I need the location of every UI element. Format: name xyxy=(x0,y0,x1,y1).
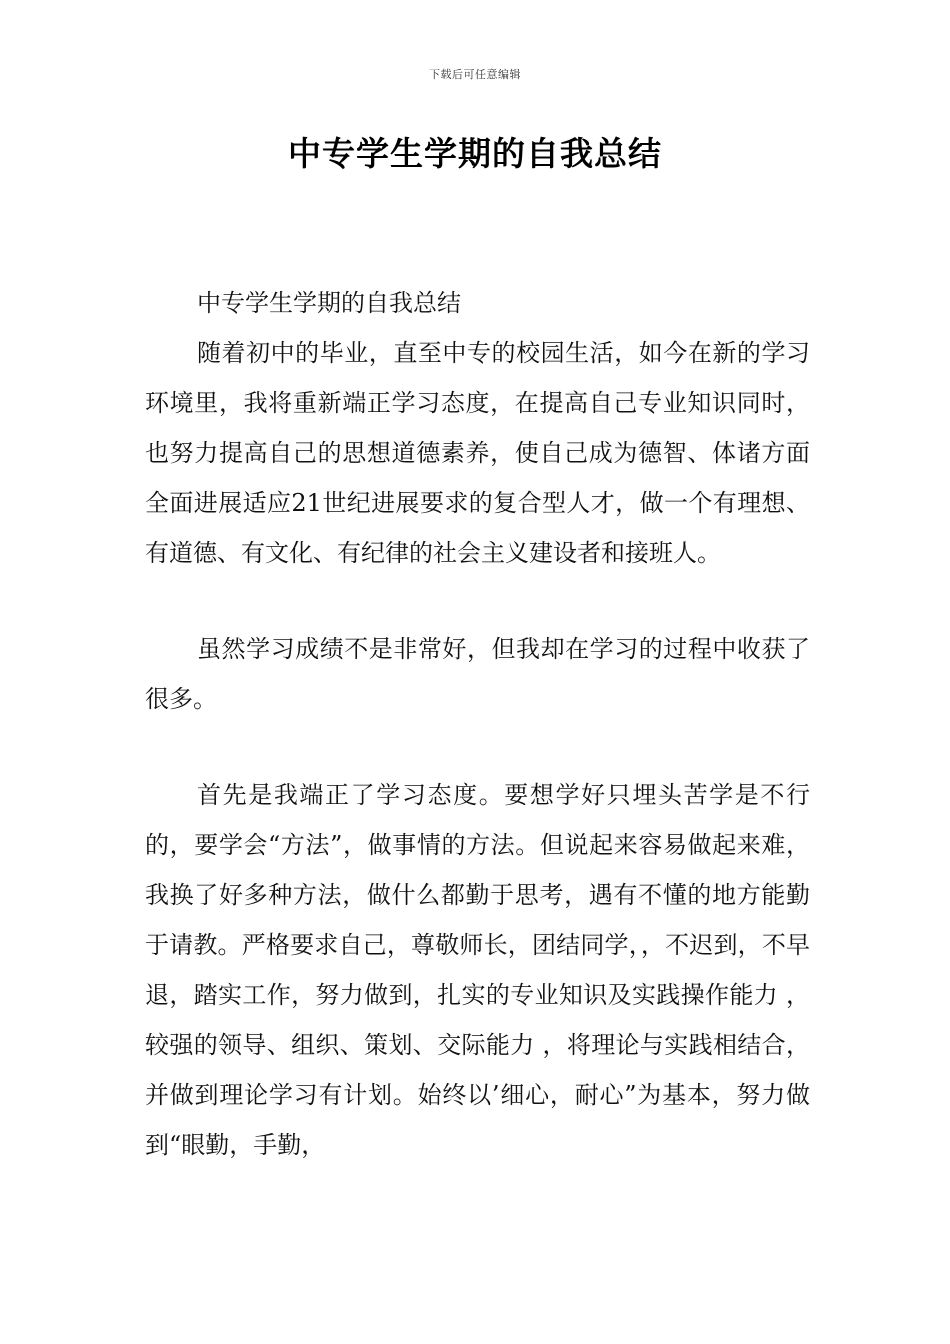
paragraph-results: 虽然学习成绩不是非常好，但我却在学习的过程中收获了很多。 xyxy=(145,635,810,713)
document-title: 中专学生学期的自我总结 xyxy=(288,134,662,173)
paragraph-attitude: 首先是我端正了学习态度。要想学好只埋头苦学是不行的，要学会“方法”，做事情的方法。但说起来容易做起来难，我换了好多种方法，做什么都勤于思考，遇有不懂的地方能勤于请教。严格要求自己，尊敬师长，团结同学，，不迟到，不早退，踏实工作，努力做到，扎实的专业知识及实践操作能力 ， 较强的领导、组织、策划、交际能力 ，将理论与实践相结合，并做到理论学习有计划。始终以’细心，耐心”为基本，努力做到“眼勤，手勤， xyxy=(145,781,810,1159)
header-note: 下载后可任意编辑 xyxy=(429,68,521,81)
document-body xyxy=(145,278,810,1170)
paragraph-gap xyxy=(145,724,810,770)
paragraph-subtitle: 中专学生学期的自我总结 xyxy=(197,289,461,317)
paragraph-gap xyxy=(145,578,810,624)
paragraph-intro: 随着初中的毕业，直至中专的校园生活，如今在新的学习环境里，我将重新端正学习态度，在提高自己专业知识同时，也努力提高自己的思想道德素养，使自己成为德智、体诸方面全面进展适应21世纪进展要求的复合型人才，做一个有理想、有道德、有文化、有纪律的社会主义建设者和接班人。 xyxy=(145,339,810,567)
